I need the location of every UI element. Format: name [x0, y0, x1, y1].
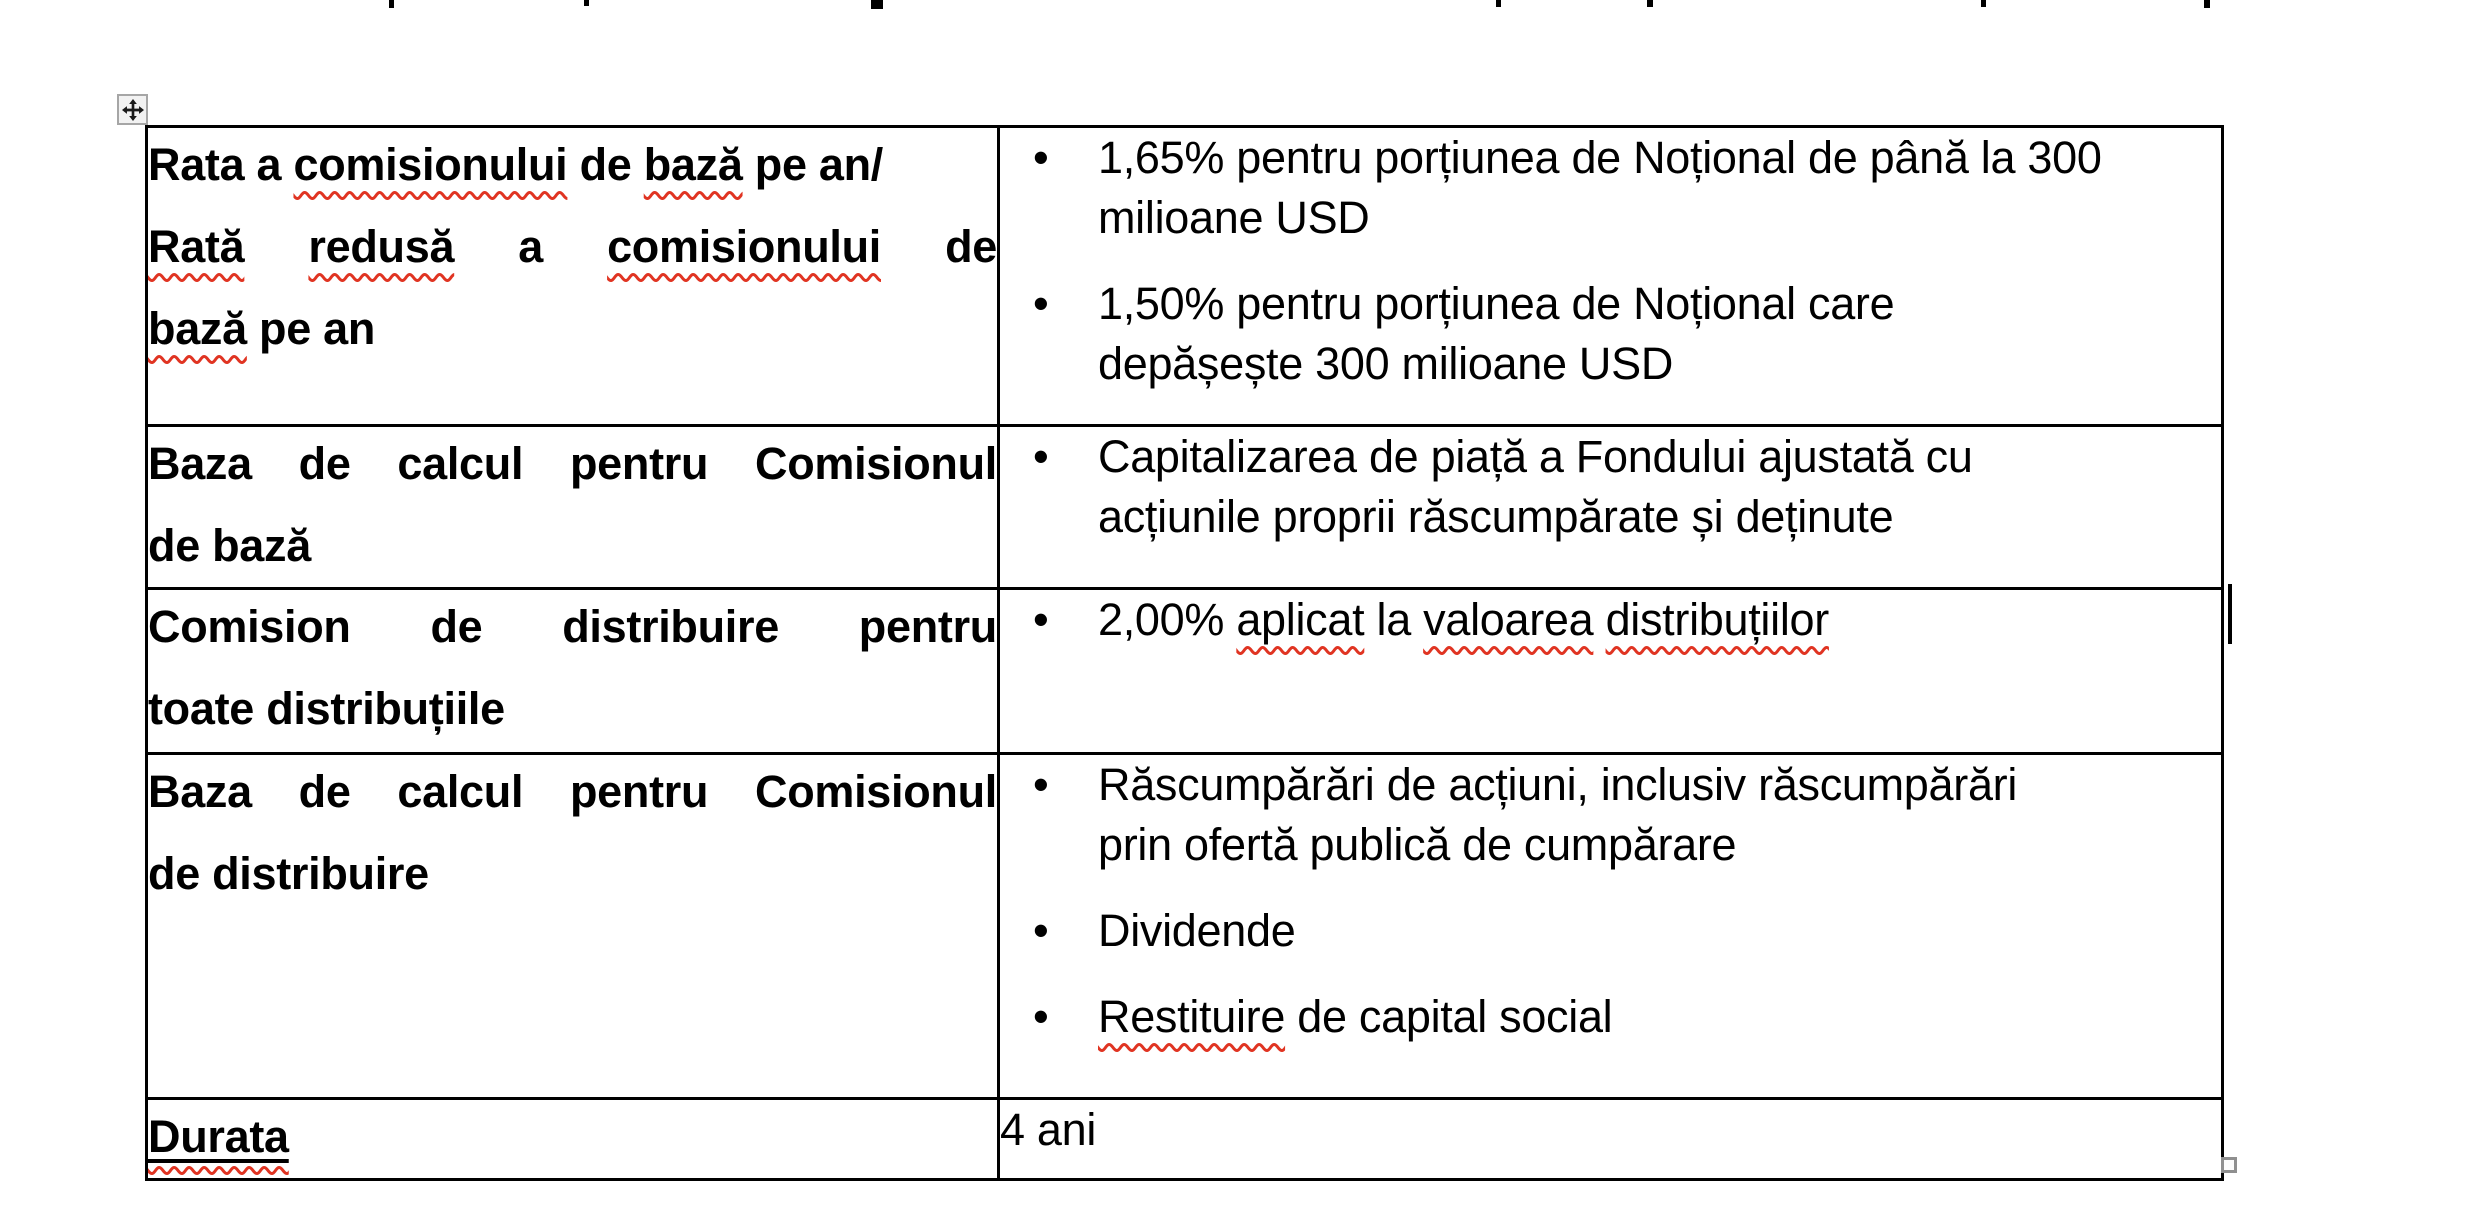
bullet-item [1000, 274, 2221, 394]
misspelled-word: valoarea [1423, 594, 1594, 645]
misspelled-word: Durata [148, 1111, 289, 1162]
duration-value-text: 4 ani [1000, 1104, 1097, 1155]
cell-distribution-fee-calc-label[interactable] [147, 754, 999, 1099]
text-caret [2228, 584, 2232, 644]
misspelled-word: bază [148, 303, 247, 354]
bullet-dot-icon: • [1033, 905, 1049, 956]
table-move-handle[interactable] [117, 94, 148, 125]
misspelled-word: comisionului [607, 221, 881, 272]
cell-duration-label[interactable] [147, 1099, 999, 1180]
clipped-text-remnant [0, 0, 2470, 14]
cell-base-fee-calc-label[interactable] [147, 426, 999, 589]
bullet-text-line: 1,50% pentru porțiunea de Noțional care [1098, 278, 1895, 329]
cell-distribution-fee-calc-values[interactable] [999, 754, 2223, 1099]
misspelled-word: redusă [308, 221, 455, 272]
table-row [147, 1099, 2223, 1180]
bullet-item [1000, 427, 2221, 547]
cell-distribution-fee-label[interactable] [147, 589, 999, 754]
cell-base-fee-rate-label[interactable] [147, 127, 999, 426]
table-resize-handle[interactable] [2221, 1157, 2237, 1173]
text-line: bază pe an [148, 303, 376, 354]
table-row [147, 589, 2223, 754]
text-line: de distribuire [148, 848, 429, 899]
bullet-item [1000, 590, 2221, 650]
bullet-item [1000, 901, 2221, 961]
misspelled-word: aplicat [1236, 594, 1365, 645]
bullet-dot-icon: • [1033, 991, 1049, 1042]
bullet-dot-icon: • [1033, 431, 1049, 482]
table-row [147, 754, 2223, 1099]
bullet-dot-icon: • [1033, 594, 1049, 645]
bullet-dot-icon: • [1033, 132, 1049, 183]
bullet-text-line: Răscumpărări de acțiuni, inclusiv răscumpărări [1098, 759, 2018, 810]
text-line [148, 1096, 997, 1178]
bullet-text-line: Capitalizarea de piață a Fondului ajustată cu [1098, 431, 1973, 482]
clipped-descender-mark [1981, 0, 1986, 7]
table-row [147, 127, 2223, 426]
bullet-text-line: 1,65% pentru porțiunea de Noțional de până la 300 [1098, 132, 2102, 183]
misspelled-word: distribuțiilor [1605, 594, 1829, 645]
text-line: de bază [148, 520, 311, 571]
move-cross-icon [122, 99, 144, 121]
cell-distribution-fee-values[interactable] [999, 589, 2223, 754]
misspelled-word: comisionului [293, 139, 568, 190]
bullet-text-line: depășește 300 milioane USD [1098, 338, 1674, 389]
fees-table [145, 125, 2224, 1181]
clipped-descender-mark [584, 0, 589, 6]
misspelled-word: bază [643, 139, 743, 190]
bullet-text-line: 2,00% aplicat la valoarea distribuțiilor [1098, 594, 1829, 645]
bullet-text-line: milioane USD [1098, 192, 1370, 243]
clipped-descender-mark [389, 0, 394, 8]
text-line: Baza de calcul pentru Comisionul [148, 766, 997, 817]
text-line: Rata a comisionului de bază pe an/ [148, 139, 883, 190]
bullet-text-line: Restituire de capital social [1098, 991, 1613, 1042]
clipped-descender-mark [1496, 0, 1501, 7]
text-line: Baza de calcul pentru Comisionul [148, 438, 997, 489]
text-line: toate distribuțiile [148, 683, 505, 734]
cell-base-fee-rate-values[interactable] [999, 127, 2223, 426]
text-line: Comision de distribuire pentru [148, 601, 997, 652]
cell-duration-value[interactable] [999, 1099, 2223, 1180]
text-line: Rată redusă a comisionului de [148, 221, 997, 272]
misspelled-word: Restituire [1098, 991, 1286, 1042]
clipped-descender-mark [1647, 0, 1653, 7]
table-row [147, 426, 2223, 589]
bullet-text-line: prin ofertă publică de cumpărare [1098, 819, 1737, 870]
clipped-descender-mark [871, 0, 883, 9]
bullet-text-line: Dividende [1098, 905, 1296, 956]
bullet-item [1000, 755, 2221, 875]
bullet-dot-icon: • [1033, 759, 1049, 810]
bullet-text-line: acțiunile proprii răscumpărate și deținute [1098, 491, 1894, 542]
misspelled-word: Rată [148, 221, 245, 272]
bullet-item [1000, 987, 2221, 1047]
bullet-item [1000, 128, 2221, 248]
clipped-descender-mark [2204, 0, 2210, 8]
cell-base-fee-calc-values[interactable] [999, 426, 2223, 589]
bullet-dot-icon: • [1033, 278, 1049, 329]
